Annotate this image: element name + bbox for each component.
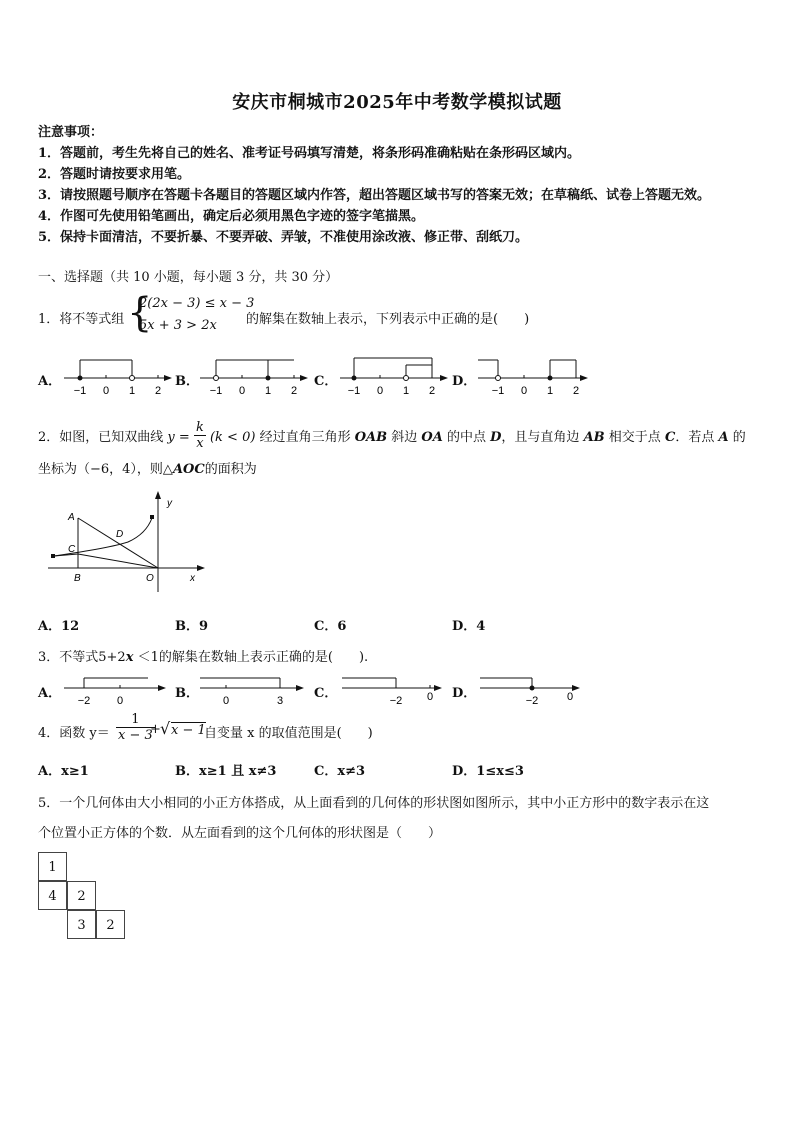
grid-cell: 4 bbox=[38, 881, 67, 910]
q2-fraction bbox=[194, 420, 206, 451]
tick-label: 0 bbox=[520, 385, 528, 397]
tick-label: 0 bbox=[238, 385, 246, 397]
q2-text-f: 相交于点 bbox=[608, 430, 661, 445]
q2-text-h: 的 bbox=[732, 430, 746, 445]
q4-option-a: A．x≥1 bbox=[38, 764, 89, 779]
q2-option-a: A．12 bbox=[38, 619, 80, 634]
tick-label: 0 bbox=[376, 385, 384, 397]
tick-label: 1 bbox=[264, 385, 272, 397]
tick-label: −2 bbox=[77, 695, 91, 707]
q2-option-d: D．4 bbox=[452, 619, 486, 634]
q3-numberline-a bbox=[62, 672, 172, 710]
grid-cell: 1 bbox=[38, 852, 67, 881]
tick-label: 2 bbox=[428, 385, 436, 397]
q3-option-b: B． bbox=[175, 686, 199, 701]
q1-option-c: C． bbox=[314, 374, 338, 389]
tick-label: 3 bbox=[276, 695, 284, 707]
grid-cell: 3 bbox=[67, 910, 96, 939]
sqrt-icon: √ bbox=[160, 719, 171, 738]
q4-option-c: C．x≠3 bbox=[314, 764, 366, 779]
tick-label: 0 bbox=[566, 691, 574, 703]
q3-x: x bbox=[125, 650, 134, 665]
q2-text-line2b: 的面积为 bbox=[204, 462, 257, 477]
q1-option-d: D． bbox=[452, 374, 477, 389]
q3-option-a: A． bbox=[38, 686, 62, 701]
q1-option-a: A． bbox=[38, 374, 62, 389]
q1-numberline-a bbox=[60, 352, 175, 400]
notice-item-5: 5．保持卡面清洁，不要折暴、不要弄破、弄皱，不准使用涂改液、修正带、刮纸刀。 bbox=[38, 230, 529, 245]
q3-option-d: D． bbox=[452, 686, 477, 701]
tick-label: −2 bbox=[525, 695, 539, 707]
q1-brace: { bbox=[127, 290, 153, 336]
q2-c: C bbox=[664, 430, 676, 445]
q4-sqrt-body: x − 1 bbox=[171, 723, 206, 738]
tick-label: 1 bbox=[402, 385, 410, 397]
notice-item-3: 3．请按照题号顺序在答题卡各题目的答题区域内作答，超出答题区域书写的答案无效；在草稿纸、试卷上答题无效。 bbox=[38, 188, 711, 203]
q3-question bbox=[38, 646, 368, 665]
tick-label: −1 bbox=[491, 385, 505, 397]
fig-label-y: y bbox=[167, 498, 172, 509]
tick-label: 0 bbox=[102, 385, 110, 397]
q2-text-d: 的中点 bbox=[446, 430, 486, 445]
q2-text-c: 斜边 bbox=[391, 430, 418, 445]
q1-ineq1: 2(2x − 3) ≤ x − 3 bbox=[139, 296, 255, 311]
q2-func-y: y = bbox=[167, 430, 190, 445]
q2-aoc: AOC bbox=[172, 462, 205, 477]
fig-label-d: D bbox=[116, 529, 124, 540]
q4-suffix: 自变量 x 的取值范围是( ) bbox=[204, 726, 373, 741]
tick-label: −1 bbox=[209, 385, 223, 397]
q2-line2 bbox=[38, 458, 257, 477]
fig-label-c: C bbox=[68, 544, 76, 555]
notice-heading: 注意事项： bbox=[38, 125, 104, 140]
q2-line1 bbox=[38, 422, 746, 453]
tick-label: −2 bbox=[389, 695, 403, 707]
q2-option-b: B．9 bbox=[175, 619, 209, 634]
fig-label-b: B bbox=[74, 573, 81, 584]
q4-option-b: B．x≥1 且 x≠3 bbox=[175, 764, 277, 779]
q1-ineq2: 5x + 3 > 2x bbox=[139, 318, 217, 333]
q4-prefix: 4．函数 y＝ bbox=[38, 726, 110, 741]
notice-item-1: 1．答题前，考生先将自己的姓名、准考证号码填写清楚，将条形码准确粘贴在条形码区域内。 bbox=[38, 146, 581, 161]
grid-cell: 2 bbox=[96, 910, 125, 939]
q2-oa: OA bbox=[421, 430, 443, 445]
q5-line2: 个位置小正方体的个数．从左面看到的这个几何体的形状图是（ ） bbox=[38, 826, 442, 841]
q4-fraction bbox=[116, 712, 155, 743]
q3-numberline-b bbox=[198, 672, 310, 710]
tick-label: 0 bbox=[222, 695, 230, 707]
q3-numberline-c bbox=[340, 672, 452, 710]
tick-label: 2 bbox=[154, 385, 162, 397]
q2-func-cond: (k < 0) bbox=[209, 430, 256, 445]
q3-numberline-d bbox=[478, 672, 590, 710]
tick-label: −1 bbox=[347, 385, 361, 397]
q1-numberline-c bbox=[336, 352, 451, 400]
q3-suffix: ＜1的解集在数轴上表示正确的是( ). bbox=[137, 650, 369, 665]
page-title: 安庆市桐城市2025年中考数学模拟试题 bbox=[232, 92, 562, 113]
q2-oab: OAB bbox=[354, 430, 388, 445]
tick-label: 1 bbox=[128, 385, 136, 397]
q4-option-d: D．1≤x≤3 bbox=[452, 764, 524, 779]
q2-text-e: ，且与直角边 bbox=[501, 430, 580, 445]
tick-label: 0 bbox=[116, 695, 124, 707]
q3-option-c: C． bbox=[314, 686, 338, 701]
q5-grid bbox=[38, 852, 133, 944]
q2-option-c: C．6 bbox=[314, 619, 347, 634]
fig-label-x: x bbox=[190, 573, 195, 584]
q1-prefix: 1．将不等式组 bbox=[38, 312, 125, 327]
q4-frac-num: 1 bbox=[116, 712, 155, 728]
tick-label: 0 bbox=[426, 691, 434, 703]
q1-numberline-b bbox=[196, 352, 311, 400]
q2-ab: AB bbox=[583, 430, 605, 445]
q1-option-b: B． bbox=[175, 374, 199, 389]
q2-func-x: x bbox=[196, 436, 204, 451]
q2-func-k: k bbox=[195, 420, 204, 435]
q2-text-b: 经过直角三角形 bbox=[259, 430, 351, 445]
q2-text-line2: 坐标为（−6，4），则△ bbox=[38, 462, 173, 477]
q2-figure bbox=[40, 488, 210, 598]
q1-suffix: 的解集在数轴上表示，下列表示中正确的是( ) bbox=[246, 312, 530, 327]
tick-label: −1 bbox=[73, 385, 87, 397]
q4-plus: + bbox=[150, 722, 161, 737]
q2-text-a: 2．如图，已知双曲线 bbox=[38, 430, 164, 445]
q2-text-g: ．若点 bbox=[675, 430, 715, 445]
tick-label: 2 bbox=[572, 385, 580, 397]
q4-frac-den: x − 3 bbox=[118, 728, 153, 743]
q3-prefix: 3．不等式5+2 bbox=[38, 650, 126, 665]
grid-cell: 2 bbox=[67, 881, 96, 910]
fig-label-a: A bbox=[68, 512, 75, 523]
notice-item-2: 2．答题时请按要求用笔。 bbox=[38, 167, 191, 182]
q5-line1: 5．一个几何体由大小相同的小正方体搭成，从上面看到的几何体的形状图如图所示，其中小正方形中的数字表示在这 bbox=[38, 796, 710, 811]
section-heading: 一、选择题（共 10 小题，每小题 3 分，共 30 分） bbox=[38, 270, 339, 285]
tick-label: 2 bbox=[290, 385, 298, 397]
q2-d: D bbox=[490, 430, 502, 445]
tick-label: 1 bbox=[546, 385, 554, 397]
q1-numberline-d bbox=[474, 352, 592, 400]
q2-a: A bbox=[718, 430, 729, 445]
notice-item-4: 4．作图可先使用铅笔画出，确定后必须用黑色字迹的签字笔描黑。 bbox=[38, 209, 425, 224]
fig-label-o: O bbox=[146, 573, 154, 584]
